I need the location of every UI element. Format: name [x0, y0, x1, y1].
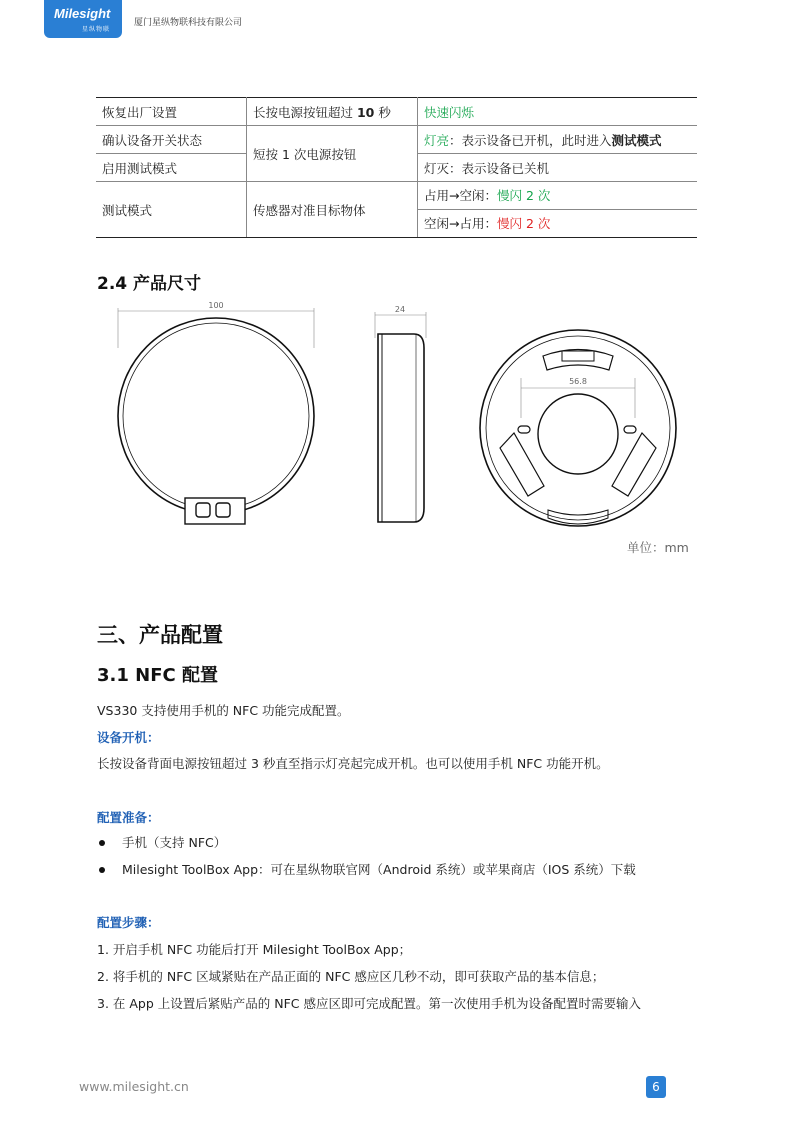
footer-url: www.milesight.cn [79, 1079, 189, 1094]
table-cell: 恢复出厂设置 [96, 98, 247, 126]
table-cell [418, 182, 698, 238]
company-name: 厦门星纵物联科技有限公司 [134, 18, 243, 28]
table-cell: 确认设备开关状态 [96, 126, 247, 154]
cell-bold: 测试模式 [611, 132, 662, 148]
cell-text: 空闲→占用： [424, 216, 497, 231]
intro-text: VS330 支持使用手机的 NFC 功能完成配置。 [97, 703, 350, 718]
logo-text: Milesight [54, 6, 111, 21]
unit-label: 单位：mm [627, 540, 689, 555]
table-row [96, 98, 697, 126]
list-item-text: Milesight ToolBox App：可在星纵物联官网（Android 系统）或苹果商店（IOS 系统）下载 [122, 862, 636, 877]
steps-heading: 配置步骤： [97, 915, 160, 930]
power-heading: 设备开机： [97, 730, 160, 745]
dimension-drawing [96, 298, 696, 538]
cell-text: 秒 [374, 104, 391, 120]
section-heading-config: 三、产品配置 [97, 623, 223, 647]
table-cell: 传感器对准目标物体 [247, 182, 418, 238]
cell-green: 慢闪 2 次 [496, 188, 551, 203]
table-cell [418, 126, 698, 154]
step-item: 2. 将手机的 NFC 区域紧贴在产品正面的 NFC 感应区几秒不动，即可获取产品的基本信息； [97, 969, 605, 984]
dim-depth-label: 24 [394, 305, 406, 314]
table-row [96, 182, 697, 238]
table-cell: 启用测试模式 [96, 154, 247, 182]
front-view [118, 308, 314, 524]
back-view [480, 330, 676, 526]
bullet-icon [99, 840, 105, 846]
dim-width-label: 100 [208, 301, 224, 310]
table-cell: 短按 1 次电源按钮 [247, 126, 418, 182]
subsection-heading-nfc: 3.1 NFC 配置 [97, 665, 218, 686]
brand-logo [44, 0, 122, 38]
list-item [97, 833, 226, 851]
step-item: 1. 开启手机 NFC 功能后打开 Milesight ToolBox App； [97, 942, 412, 957]
button-function-table [96, 97, 697, 238]
list-item-text: 手机（支持 NFC） [122, 835, 227, 850]
page-number: 6 [646, 1076, 666, 1098]
table-cell: 灯灭：表示设备已关机 [418, 154, 698, 182]
cell-green: 灯亮 [424, 132, 450, 148]
cell-red: 慢闪 2 次 [496, 216, 551, 231]
prep-heading: 配置准备： [97, 810, 160, 825]
dim-inner-label: 56.8 [569, 377, 587, 386]
cell-text: ：表示设备已开机，此时进入 [449, 132, 612, 148]
bullet-icon [99, 867, 105, 873]
cell-bold: 10 [356, 104, 375, 120]
list-item [97, 860, 636, 878]
table-row [96, 126, 697, 154]
step-item: 3. 在 App 上设置后紧贴产品的 NFC 感应区即可完成配置。第一次使用手机为设备配置时需要输入 [97, 996, 641, 1011]
cell-text: 占用→空闲： [424, 188, 497, 203]
logo-sub: 星纵物联 [82, 26, 111, 33]
table-cell: 快速闪烁 [418, 98, 698, 126]
cell-text: 长按电源按钮超过 [253, 104, 357, 120]
power-text: 长按设备背面电源按钮超过 3 秒直至指示灯亮起完成开机。也可以使用手机 NFC 功能开机。 [97, 756, 609, 771]
side-view [375, 312, 426, 522]
table-cell [247, 98, 418, 126]
section-heading-dimensions: 2.4 产品尺寸 [97, 274, 202, 294]
table-cell: 测试模式 [96, 182, 247, 238]
